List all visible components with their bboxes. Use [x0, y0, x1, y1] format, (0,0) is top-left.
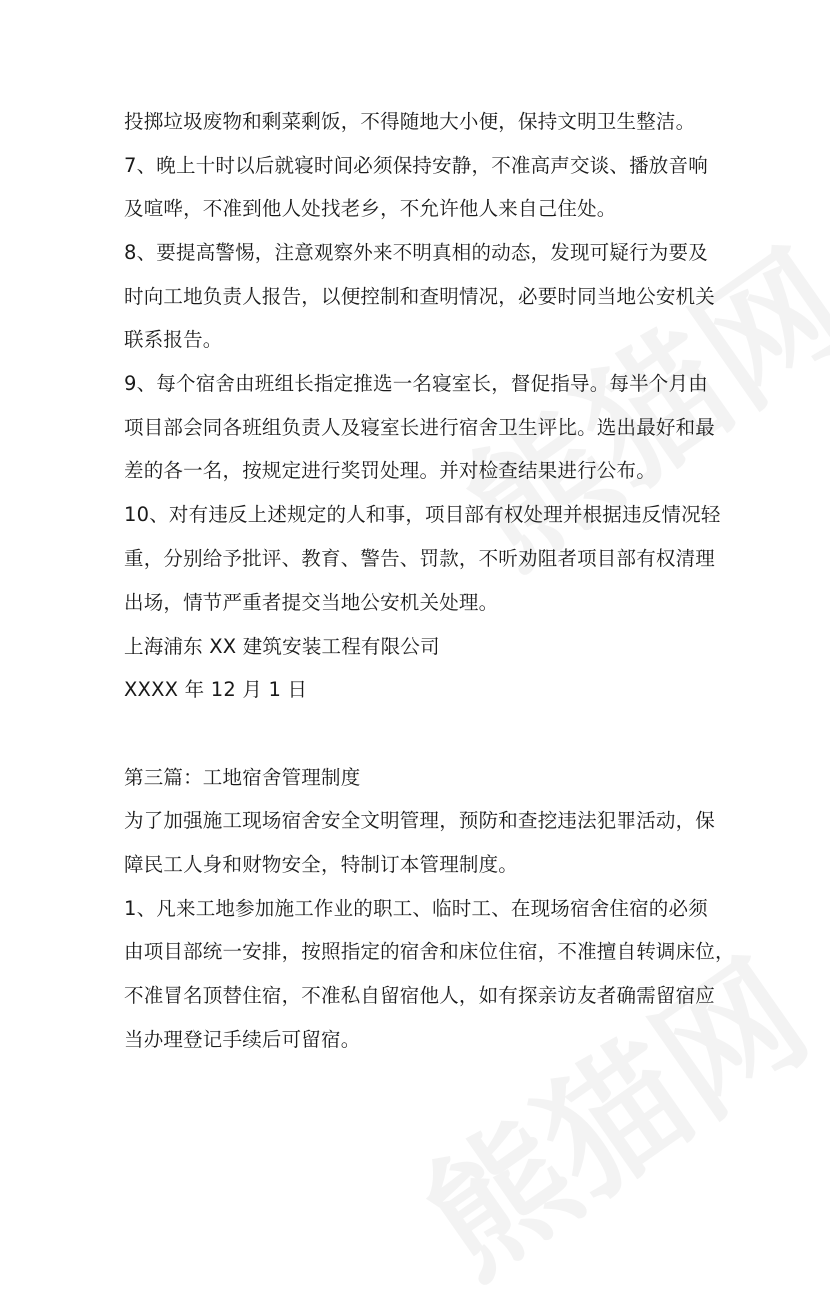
rule-9-line-3: 差的各一名，按规定进行奖罚处理。并对检查结果进行公布。 [124, 459, 656, 482]
rule-7-line-2: 及喧哗，不准到他人处找老乡，不允许他人来自己住处。 [124, 197, 617, 220]
rule-9-line-2: 项目部会同各班组负责人及寝室长进行宿舍卫生评比。选出最好和最 [124, 416, 716, 439]
watermark-bottom [380, 908, 830, 1313]
rule-8-line-2: 时向工地负责人报告，以便控制和查明情况，必要时同当地公安机关 [124, 285, 716, 308]
intro-line-2: 障民工人身和财物安全，特制订本管理制度。 [124, 853, 519, 876]
company-name: 上海浦东 XX 建筑安装工程有限公司 [124, 635, 440, 658]
rule-8-line-3: 联系报告。 [124, 328, 223, 351]
rule-8-line-1: 8、要提高警惕，注意观察外来不明真相的动态，发现可疑行为要及 [124, 241, 708, 264]
rule-10-line-1: 10、对有违反上述规定的人和事，项目部有权处理并根据违反情况轻 [124, 503, 721, 526]
rule-1-line-2: 由项目部统一安排，按照指定的宿舍和床位住宿，不准擅自转调床位， [124, 940, 735, 963]
rule-1-line-1: 1、凡来工地参加施工作业的职工、临时工、在现场宿舍住宿的必须 [124, 897, 708, 920]
rule-1-line-4: 当办理登记手续后可留宿。 [124, 1028, 361, 1051]
rule-10-line-2: 重，分别给予批评、教育、警告、罚款，不听劝阻者项目部有权清理 [124, 547, 716, 570]
section-title: 第三篇：工地宿舍管理制度 [124, 766, 361, 789]
rule-1-line-3: 不准冒名顶替住宿，不准私自留宿他人，如有探亲访友者确需留宿应 [124, 984, 716, 1007]
rule-7-line-1: 7、晚上十时以后就寝时间必须保持安静，不准高声交谈、播放音响 [124, 154, 708, 177]
document-date: XXXX 年 12 月 1 日 [124, 678, 308, 701]
intro-line-1: 为了加强施工现场宿舍安全文明管理，预防和查挖违法犯罪活动，保 [124, 809, 716, 832]
rule-10-line-3: 出场，情节严重者提交当地公安机关处理。 [124, 591, 499, 614]
rule-9-line-1: 9、每个宿舍由班组长指定推选一名寝室长，督促指导。每半个月由 [124, 372, 708, 395]
paragraph-line: 投掷垃圾废物和剩菜剩饭，不得随地大小便，保持文明卫生整洁。 [124, 110, 696, 133]
